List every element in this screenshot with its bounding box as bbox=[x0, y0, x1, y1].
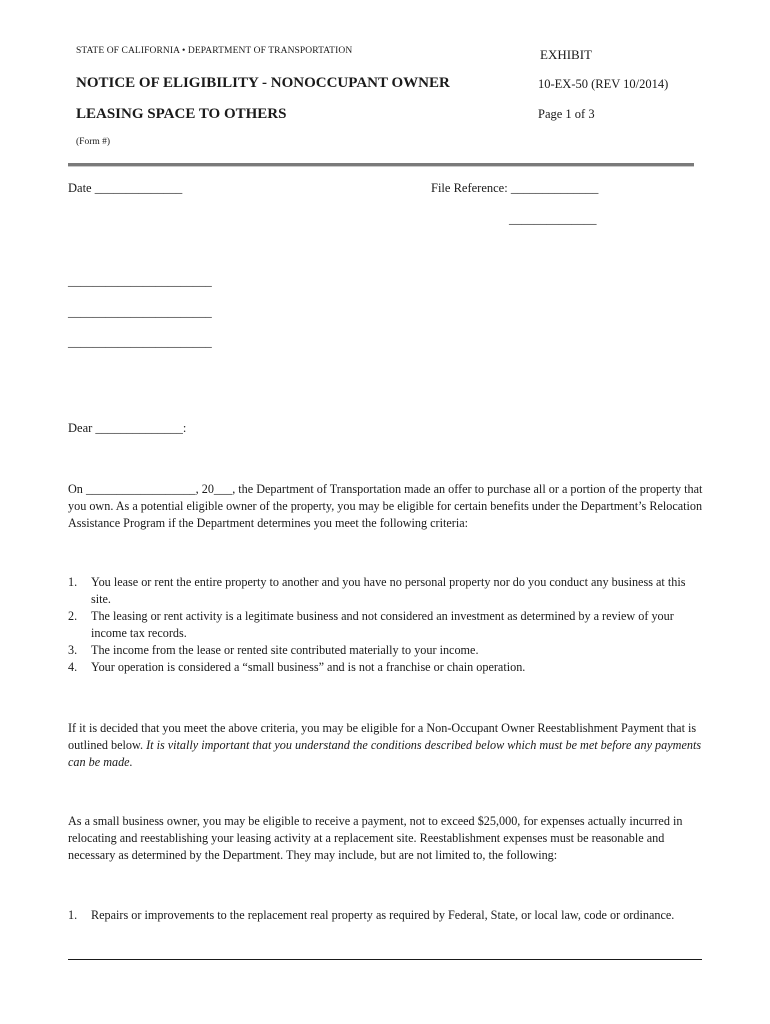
small-business-paragraph: As a small business owner, you may be eligible to receive a payment, not to exceed $25,000, for expenses actually incurred in relocating and reestablishing your leasing activity at a replacement site. Reestablishment expenses must be reasonable and necessary as determined by the Department. They may include, but are not limited to, the following: bbox=[68, 814, 683, 862]
list-number: 4. bbox=[68, 660, 78, 674]
list-item bbox=[68, 907, 708, 924]
file-reference-field-line2[interactable]: ______________ bbox=[509, 212, 597, 226]
list-item bbox=[68, 642, 708, 659]
document-title-line2: LEASING SPACE TO OTHERS bbox=[76, 106, 287, 122]
file-reference-field[interactable]: File Reference: ______________ bbox=[431, 181, 599, 195]
exhibit-label: EXHIBIT bbox=[540, 47, 592, 62]
intro-paragraph: On __________________, 20___, the Department of Transportation made an offer to purchase all or a portion of the property that you own. As a potential eligible owner of the property, you may be eligible for certain benefits under the Department’s Relocation Assistance Program if the Department determines you meet the following criteria: bbox=[68, 482, 703, 530]
list-text: Your operation is considered a “small business” and is not a franchise or chain operation. bbox=[91, 660, 526, 674]
list-text: You lease or rent the entire property to another and you have no personal property nor do you conduct any business at this site. bbox=[91, 575, 686, 606]
list-number: 3. bbox=[68, 643, 78, 657]
list-text: Repairs or improvements to the replacement real property as required by Federal, State, or local law, code or ordinance. bbox=[91, 908, 675, 922]
address-line-3[interactable]: _______________________ bbox=[68, 335, 212, 349]
date-field[interactable]: Date ______________ bbox=[68, 181, 183, 195]
address-line-2[interactable]: _______________________ bbox=[68, 305, 212, 319]
list-text: The leasing or rent activity is a legitimate business and not considered an investment as determined by a review of your income tax records. bbox=[91, 609, 674, 640]
eligibility-paragraph bbox=[68, 720, 708, 771]
list-number: 1. bbox=[68, 575, 78, 589]
eligibility-text: If it is decided that you meet the above criteria, you may be eligible for a Non-Occupant Owner Reestablishment Payment that is outlined below. bbox=[68, 721, 697, 752]
list-number: 2. bbox=[68, 609, 78, 623]
page-indicator: Page 1 of 3 bbox=[538, 107, 595, 121]
criteria-list bbox=[68, 574, 708, 676]
list-item bbox=[68, 574, 708, 608]
list-item bbox=[68, 608, 708, 642]
expenses-list bbox=[68, 907, 708, 924]
bottom-divider bbox=[68, 959, 702, 960]
document-title-line1: NOTICE OF ELIGIBILITY - NONOCCUPANT OWNER bbox=[76, 75, 450, 91]
list-text: The income from the lease or rented site contributed materially to your income. bbox=[91, 643, 479, 657]
salutation-field[interactable]: Dear ______________: bbox=[68, 421, 187, 435]
form-number: 10-EX-50 (REV 10/2014) bbox=[538, 77, 669, 91]
form-placeholder: (Form #) bbox=[76, 137, 111, 147]
header-divider bbox=[68, 163, 694, 167]
eligibility-warning: It is vitally important that you understand the conditions described below which must be met before any payments can be made. bbox=[68, 738, 702, 769]
list-number: 1. bbox=[68, 908, 78, 922]
list-item bbox=[68, 659, 708, 676]
department-header: STATE OF CALIFORNIA • DEPARTMENT OF TRANSPORTATION bbox=[76, 46, 353, 56]
address-line-1[interactable]: _______________________ bbox=[68, 274, 212, 288]
